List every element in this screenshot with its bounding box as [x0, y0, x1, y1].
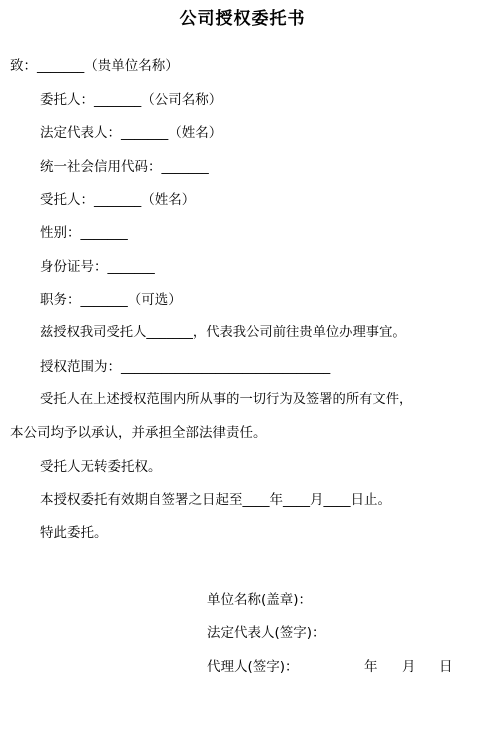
date-year: 年 [364, 659, 378, 675]
line-legal-representative: 法定代表人：_______（姓名） [40, 125, 223, 141]
line-position: 职务：_______（可选） [40, 292, 182, 308]
document-title: 公司授权委托书 [179, 9, 306, 29]
line-gender: 性别：_______ [40, 225, 128, 241]
line-validity-period: 本授权委托有效期自签署之日起至____年____月____日止。 [40, 492, 391, 508]
line-no-subdelegation: 受托人无转委托权。 [40, 459, 162, 475]
line-acts-paragraph: 受托人在上述授权范围内所从事的一切行为及签署的所有文件， [40, 392, 413, 407]
line-principal: 委托人：_______（公司名称） [40, 92, 223, 108]
line-agent: 受托人：_______（姓名） [40, 192, 196, 208]
line-id-number: 身份证号：_______ [40, 259, 155, 275]
line-authorization-statement: 兹授权我司受托人_______，代表我公司前往贵单位办理事宜。 [40, 325, 406, 340]
line-credit-code: 统一社会信用代码：_______ [40, 159, 209, 175]
date-month: 月 [402, 659, 416, 675]
line-recipient: 致：_______（贵单位名称） [10, 58, 179, 74]
line-authorization-scope: 授权范围为：_______________________________ [40, 359, 331, 375]
signature-agent: 代理人(签字)： [207, 659, 299, 675]
line-acts-paragraph-cont: 本公司均予以承认，并承担全部法律责任。 [10, 425, 267, 441]
signature-legal-representative: 法定代表人(签字)： [207, 625, 326, 641]
date-day: 日 [439, 659, 453, 675]
signature-unit-name: 单位名称(盖章)： [207, 592, 313, 608]
line-closing: 特此委托。 [40, 525, 108, 541]
